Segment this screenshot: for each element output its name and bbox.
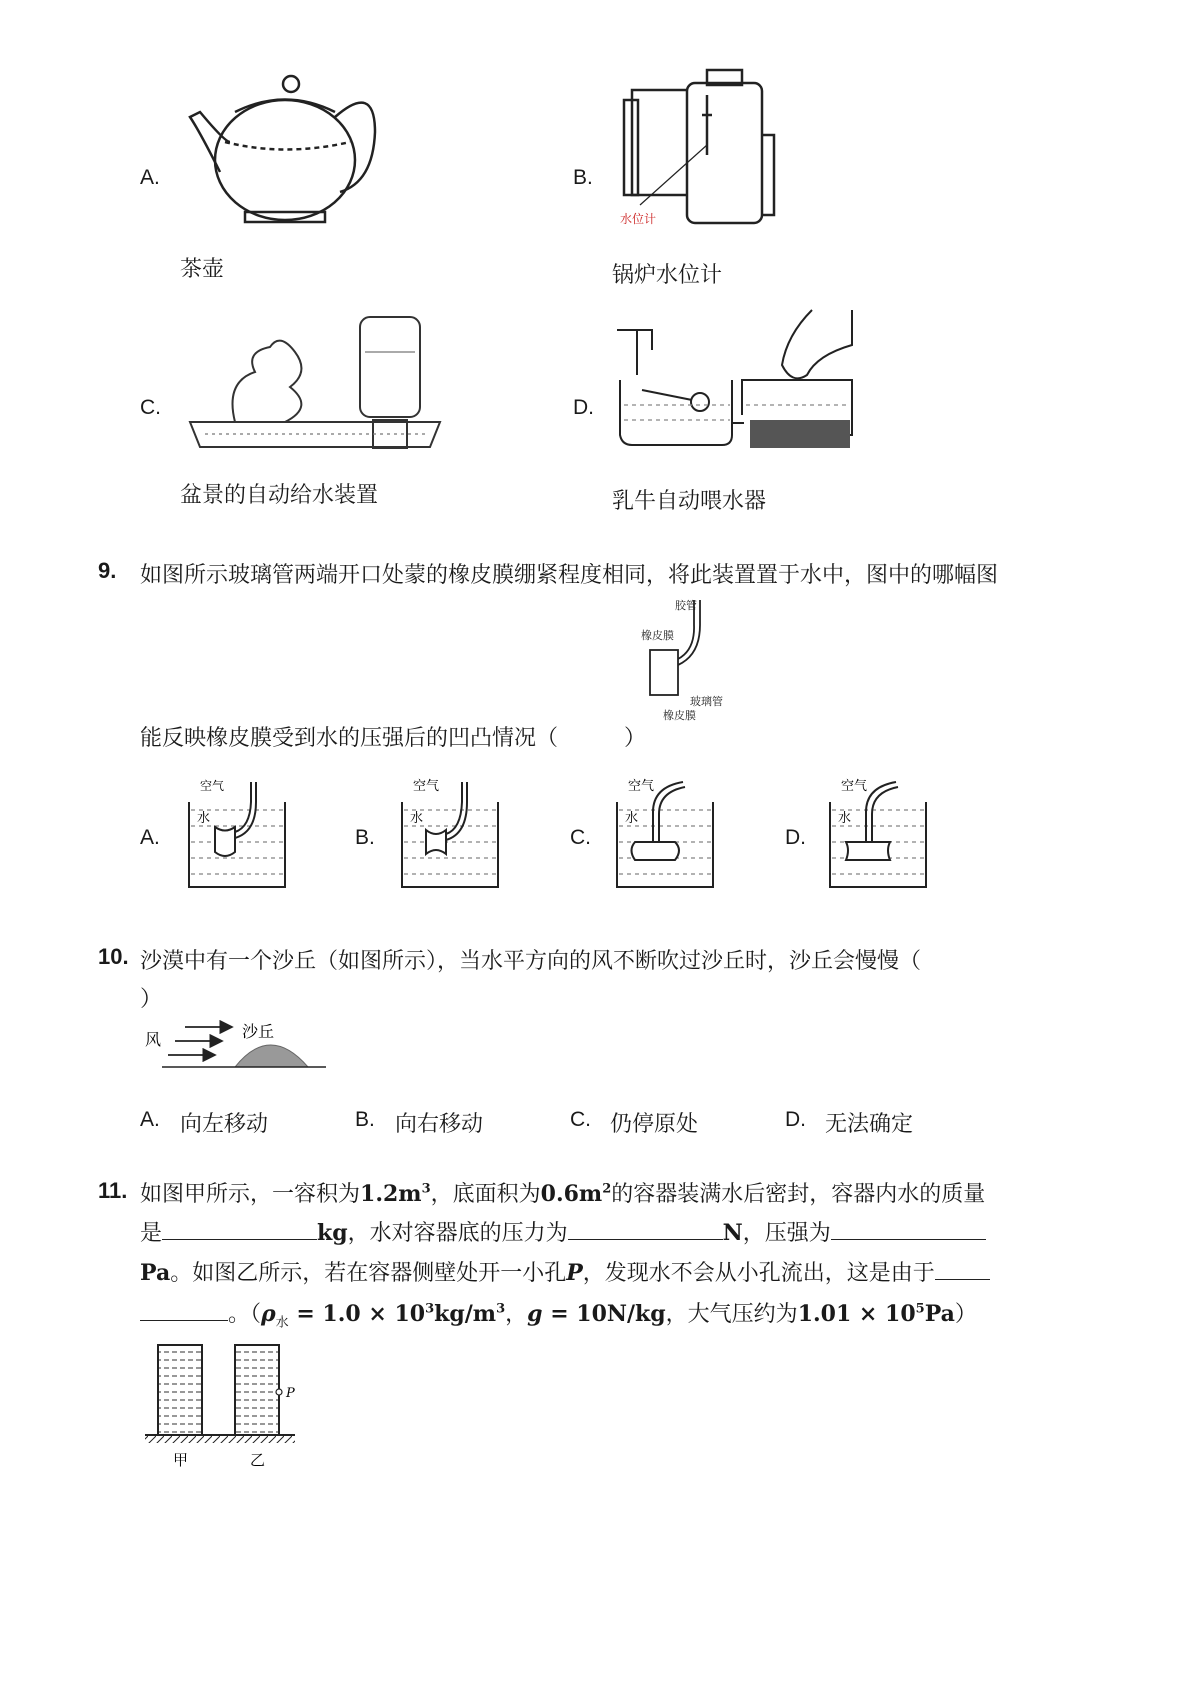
question-11-line2: 是 kg，水对容器底的压力为 N，压强为 xyxy=(140,1216,986,1247)
air-label: 空气 xyxy=(628,779,655,794)
hole-p-marker xyxy=(276,1389,282,1395)
question-9-text-line2: 能反映橡皮膜受到水的压强后的凹凸情况（ ） xyxy=(140,726,647,751)
q9-option-b-letter: B. xyxy=(355,826,375,849)
q10-option-b-letter: B. xyxy=(355,1108,375,1131)
option-c-caption: 盆景的自动给水装置 xyxy=(180,483,379,508)
dune-label: 沙丘 xyxy=(242,1022,275,1041)
q9-beaker-d-figure xyxy=(826,772,931,892)
reason-answer-blank-cont[interactable] xyxy=(140,1300,228,1321)
air-label: 空气 xyxy=(200,779,225,793)
question-10-number: 10. xyxy=(98,944,129,969)
container-yi xyxy=(235,1345,279,1435)
option-a-caption: 茶壶 xyxy=(180,257,225,282)
option-c-letter: C. xyxy=(140,396,161,419)
bottom-membrane-label: 橡皮膜 xyxy=(663,709,696,722)
label-yi: 乙 xyxy=(250,1451,266,1469)
hose-label: 胶管 xyxy=(675,599,697,612)
q10-option-b-text: 向右移动 xyxy=(395,1112,484,1137)
option-a-letter: A. xyxy=(140,166,160,189)
question-11-number: 11. xyxy=(98,1178,128,1203)
air-label: 空气 xyxy=(841,779,868,794)
top-membrane-label: 橡皮膜 xyxy=(641,629,674,642)
boiler-gauge-figure xyxy=(612,65,792,235)
bonsai-waterer-figure xyxy=(185,312,445,462)
q10-option-c-letter: C. xyxy=(570,1108,591,1131)
teapot-figure xyxy=(185,72,385,232)
q9-option-c-letter: C. xyxy=(570,826,591,849)
reason-answer-blank[interactable] xyxy=(935,1259,990,1280)
water-label: 水 xyxy=(197,811,211,826)
water-label: 水 xyxy=(625,811,639,826)
hole-p-label: P xyxy=(286,1386,295,1401)
label-jia: 甲 xyxy=(173,1451,189,1469)
question-9-text-line1: 如图所示玻璃管两端开口处蒙的橡皮膜绷紧程度相同，将此装置置于水中，图中的哪幅图 xyxy=(140,563,999,588)
wind-label: 风 xyxy=(145,1030,162,1049)
question-9-number: 9. xyxy=(98,558,117,583)
q9-beaker-c-figure xyxy=(613,772,718,892)
q9-beaker-b-figure xyxy=(398,772,503,892)
option-d-caption: 乳牛自动喂水器 xyxy=(612,489,767,514)
option-b-letter: B. xyxy=(573,166,593,189)
sand-dune-figure xyxy=(140,1015,330,1075)
question-10-text-line2: ） xyxy=(140,987,163,1012)
q9-option-a-letter: A. xyxy=(140,826,160,849)
cow-feeder-figure xyxy=(612,305,857,455)
container-jia xyxy=(158,1345,202,1435)
mass-answer-blank[interactable] xyxy=(162,1219,317,1240)
glass-tube-device-figure xyxy=(635,595,745,725)
water-label: 水 xyxy=(838,811,852,826)
air-label: 空气 xyxy=(413,779,440,794)
option-b-caption: 锅炉水位计 xyxy=(612,263,723,288)
volume-value: 1.2m xyxy=(360,1181,422,1207)
water-gauge-label: 水位计 xyxy=(620,212,657,226)
q10-option-c-text: 仍停原处 xyxy=(610,1112,699,1137)
q10-option-a-text: 向左移动 xyxy=(180,1112,269,1137)
question-11-line1: 如图甲所示，一容积为$1.2m^3$，底面积为$0.6m^2$的容器装满水后密封，容器内水的质量 xyxy=(140,1181,986,1207)
force-answer-blank[interactable] xyxy=(568,1219,723,1240)
question-11-line3: Pa。如图乙所示，若在容器侧壁处开一小孔P，发现水不会从小孔流出，这是由于 xyxy=(140,1256,990,1287)
q9-option-d-letter: D. xyxy=(785,826,806,849)
option-d-letter: D. xyxy=(573,396,594,419)
water-label: 水 xyxy=(410,811,424,826)
containers-figure xyxy=(140,1340,300,1470)
q10-option-d-letter: D. xyxy=(785,1108,806,1131)
pressure-answer-blank[interactable] xyxy=(831,1219,986,1240)
question-11-line4: 。（$\rho_水 = 1.0 \times 10^3kg/m^3$，g = 10N/kg，大气压约为$1.01 \times 10^5Pa$） xyxy=(140,1297,977,1330)
glass-tube-label: 玻璃管 xyxy=(690,695,723,708)
q9-beaker-a-figure xyxy=(185,772,290,892)
question-10-text-line1: 沙漠中有一个沙丘（如图所示），当水平方向的风不断吹过沙丘时，沙丘会慢慢（ xyxy=(140,949,922,974)
q10-option-d-text: 无法确定 xyxy=(825,1112,914,1137)
area-value: 0.6m xyxy=(540,1181,603,1207)
q10-option-a-letter: A. xyxy=(140,1108,160,1131)
